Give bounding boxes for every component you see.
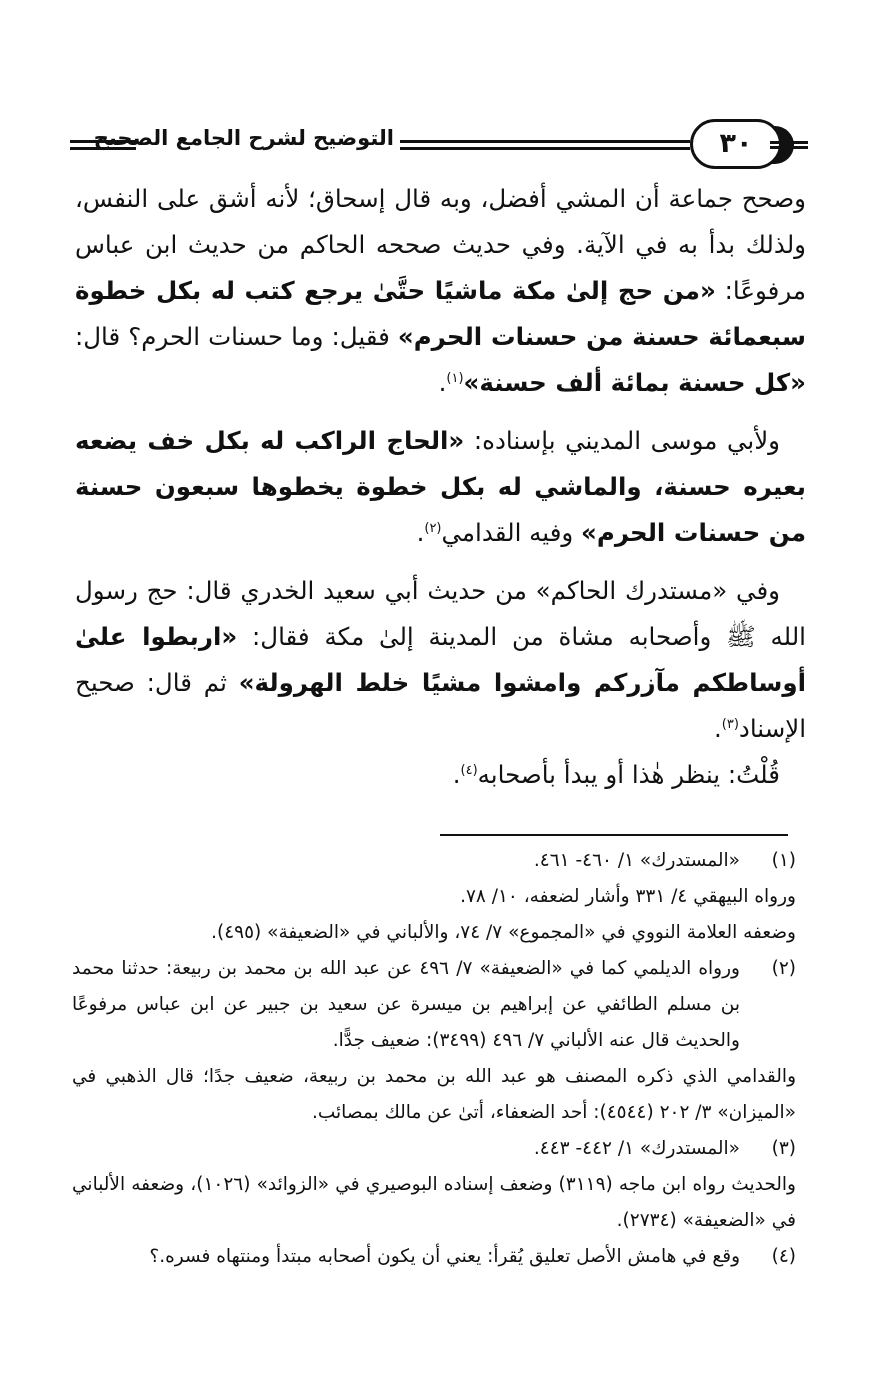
footnote-line: وقع في هامش الأصل تعليق يُقرأ: يعني أن يكون أصحابه مبتدأ ومنتهاه فسره.؟ (149, 1246, 740, 1267)
paragraph-1: وصحح جماعة أن المشي أفضل، وبه قال إسحاق؛ لأنه أشق على النفس، ولذلك بدأ به في الآية. وفي حديث صححه الحاكم من حديث ابن عباس مرفوعًا: «من حج إلىٰ مكة ماشيًا حتَّىٰ يرجع كتب له بكل خطوة سبعمائة حسنة من حسنات الحرم» فقيل: وما حسنات الحرم؟ قال: «كل حسنة بمائة ألف حسنة»$^{(١)}$. (75, 184, 806, 397)
page-header (70, 118, 808, 174)
hadith-quote: «اربطوا علىٰ أوساطكم مآزركم وامشوا مشيًا خلط الهرولة» (75, 622, 806, 697)
footnote-line: والقدامي الذي ذكره المصنف هو عبد الله بن محمد بن ربيعة، ضعيف جدًا؛ قال الذهبي في «الميزان» ٣/ ٢٠٢ (٤٥٤٤): أحد الضعفاء، أتىٰ عن مالك بمصائب. (72, 1066, 796, 1123)
hadith-quote: «كل حسنة بمائة ألف حسنة» (463, 368, 806, 397)
footnote-number: (٤) (771, 1246, 796, 1267)
footnotes (72, 843, 796, 1275)
footnote-divider (440, 834, 788, 836)
page-number: ٣٠ (690, 119, 782, 169)
footnote-number: (٣) (771, 1138, 796, 1159)
main-text (75, 176, 806, 798)
paragraph-2: ولأبي موسى المديني بإسناده: «الحاج الراكب له بكل خف يضعه بعيره حسنة، والماشي له بكل خطوة يخطوها سبعون حسنة من حسنات الحرم» وفيه القدامي$^{(٢)}$. (75, 426, 806, 547)
footnote-line: وضعفه العلامة النووي في «المجموع» ٧/ ٧٤، والألباني في «الضعيفة» (٤٩٥). (211, 922, 796, 943)
footnote-ref-2: (٢) (424, 521, 442, 536)
running-title: التوضيح لشرح الجامع الصحيح (93, 126, 394, 150)
author-comment-lead: قُلْتُ (736, 760, 780, 789)
footnote-number: (٢) (771, 958, 796, 979)
footnote-line: «المستدرك» ١/ ٤٤٢- ٤٤٣. (533, 1138, 740, 1159)
footnote-line: ورواه الديلمي كما في «الضعيفة» ٧/ ٤٩٦ عن عبد الله بن محمد بن ربيعة: حدثنا محمد بن مسلم الطائفي عن إبراهيم بن ميسرة عن سعيد بن جبير عن ابن عباس مرفوعًا والحديث قال عنه الألباني ٧/ ٤٩٦ (٣٤٩٩): ضعيف جدًّا. (72, 958, 740, 1051)
footnote (72, 843, 796, 951)
footnote-ref-4: (٤) (460, 763, 478, 778)
hadith-quote: «من حج إلىٰ مكة ماشيًا حتَّىٰ يرجع كتب له بكل خطوة سبعمائة حسنة من حسنات الحرم» (75, 276, 806, 351)
header-rule-right (770, 141, 808, 149)
hadith-quote: «الحاج الراكب له بكل خف يضعه بعيره حسنة، والماشي له بكل خطوة يخطوها سبعون حسنة من حسنات الحرم» (75, 426, 806, 547)
footnote-line: «المستدرك» ١/ ٤٦٠- ٤٦١. (533, 850, 740, 871)
footnote-line: والحديث رواه ابن ماجه (٣١١٩) وضعف إسناده البوصيري في «الزوائد» (١٠٢٦)، وضعفه الألباني في «الضعيفة» (٢٧٣٤). (72, 1174, 796, 1231)
footnote (72, 1239, 796, 1275)
paragraph-3: وفي «مستدرك الحاكم» من حديث أبي سعيد الخدري قال: حج رسول الله ﷺ وأصحابه مشاة من المدينة إلىٰ مكة فقال: «اربطوا علىٰ أوساطكم مآزركم وامشوا مشيًا خلط الهرولة» ثم قال: صحيح الإسناد$^{(٣)}$. (75, 576, 806, 743)
footnote (72, 951, 796, 1131)
footnote-ref-3: (٣) (721, 717, 739, 732)
footnote-ref-1: (١) (446, 371, 464, 386)
footnote-number: (١) (771, 850, 796, 871)
header-rule-middle (400, 140, 690, 150)
paragraph-4: قُلْتُ: ينظر هٰذا أو يبدأ بأصحابه$^{(٤)}$. (452, 760, 780, 789)
footnote-line: ورواه البيهقي ٤/ ٣٣١ وأشار لضعفه، ١٠/ ٧٨. (460, 886, 796, 907)
footnote (72, 1131, 796, 1239)
